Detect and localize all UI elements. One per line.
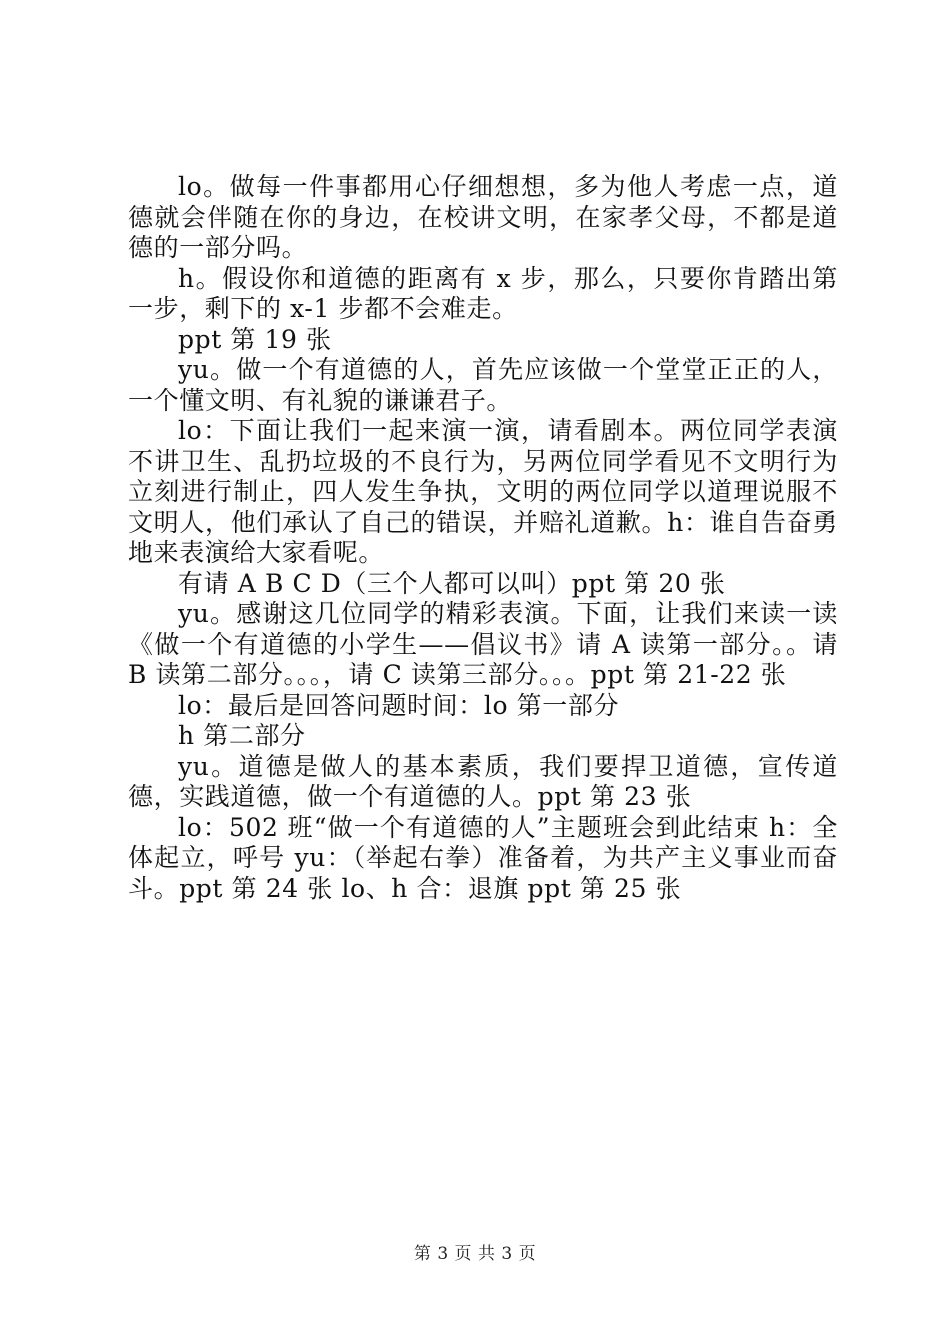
paragraph: lo：502 班“做一个有道德的人”主题班会到此结束 h：全体起立，呼号 yu：（举起右拳）准备着，为共产主义事业而奋斗。ppt 第 24 张 lo、h 合：退旗 ppt 第 25 张 — [128, 812, 838, 903]
paragraph: 有请 A B C D（三个人都可以叫）ppt 第 20 张 — [178, 568, 726, 598]
paragraph: yu。做一个有道德的人，首先应该做一个堂堂正正的人，一个懂文明、有礼貌的谦谦君子。 — [128, 355, 838, 415]
document-body — [128, 172, 838, 904]
page-footer — [0, 1243, 950, 1265]
paragraph: lo：下面让我们一起来演一演，请看剧本。两位同学表演不讲卫生、乱扔垃圾的不良行为，另两位同学看见不文明行为立刻进行制止，四人发生争执，文明的两位同学以道理说服不文明人，他们承认了自己的错误，并赔礼道歉。h：谁自告奋勇地来表演给大家看呢。 — [128, 416, 838, 567]
paragraph: yu。道德是做人的基本素质，我们要捍卫道德，宣传道德，实践道德，做一个有道德的人。ppt 第 23 张 — [128, 751, 838, 811]
paragraph: lo。做每一件事都用心仔细想想，多为他人考虑一点，道德就会伴随在你的身边，在校讲文明，在家孝父母，不都是道德的一部分吗。 — [128, 172, 838, 262]
paragraph: lo：最后是回答问题时间：lo 第一部分 — [178, 690, 620, 720]
paragraph: h。假设你和道德的距离有 x 步，那么，只要你肯踏出第一步，剩下的 x-1 步都不会难走。 — [128, 263, 838, 323]
page-number: 第 3 页 共 3 页 — [413, 1244, 537, 1264]
paragraph: ppt 第 19 张 — [178, 324, 332, 354]
paragraph: h 第二部分 — [178, 721, 306, 750]
paragraph: yu。感谢这几位同学的精彩表演。下面，让我们来读一读《做一个有道德的小学生——倡议书》请 A 读第一部分。。请 B 读第二部分。。。，请 C 读第三部分。。。ppt 第 21-22 张 — [128, 599, 838, 689]
